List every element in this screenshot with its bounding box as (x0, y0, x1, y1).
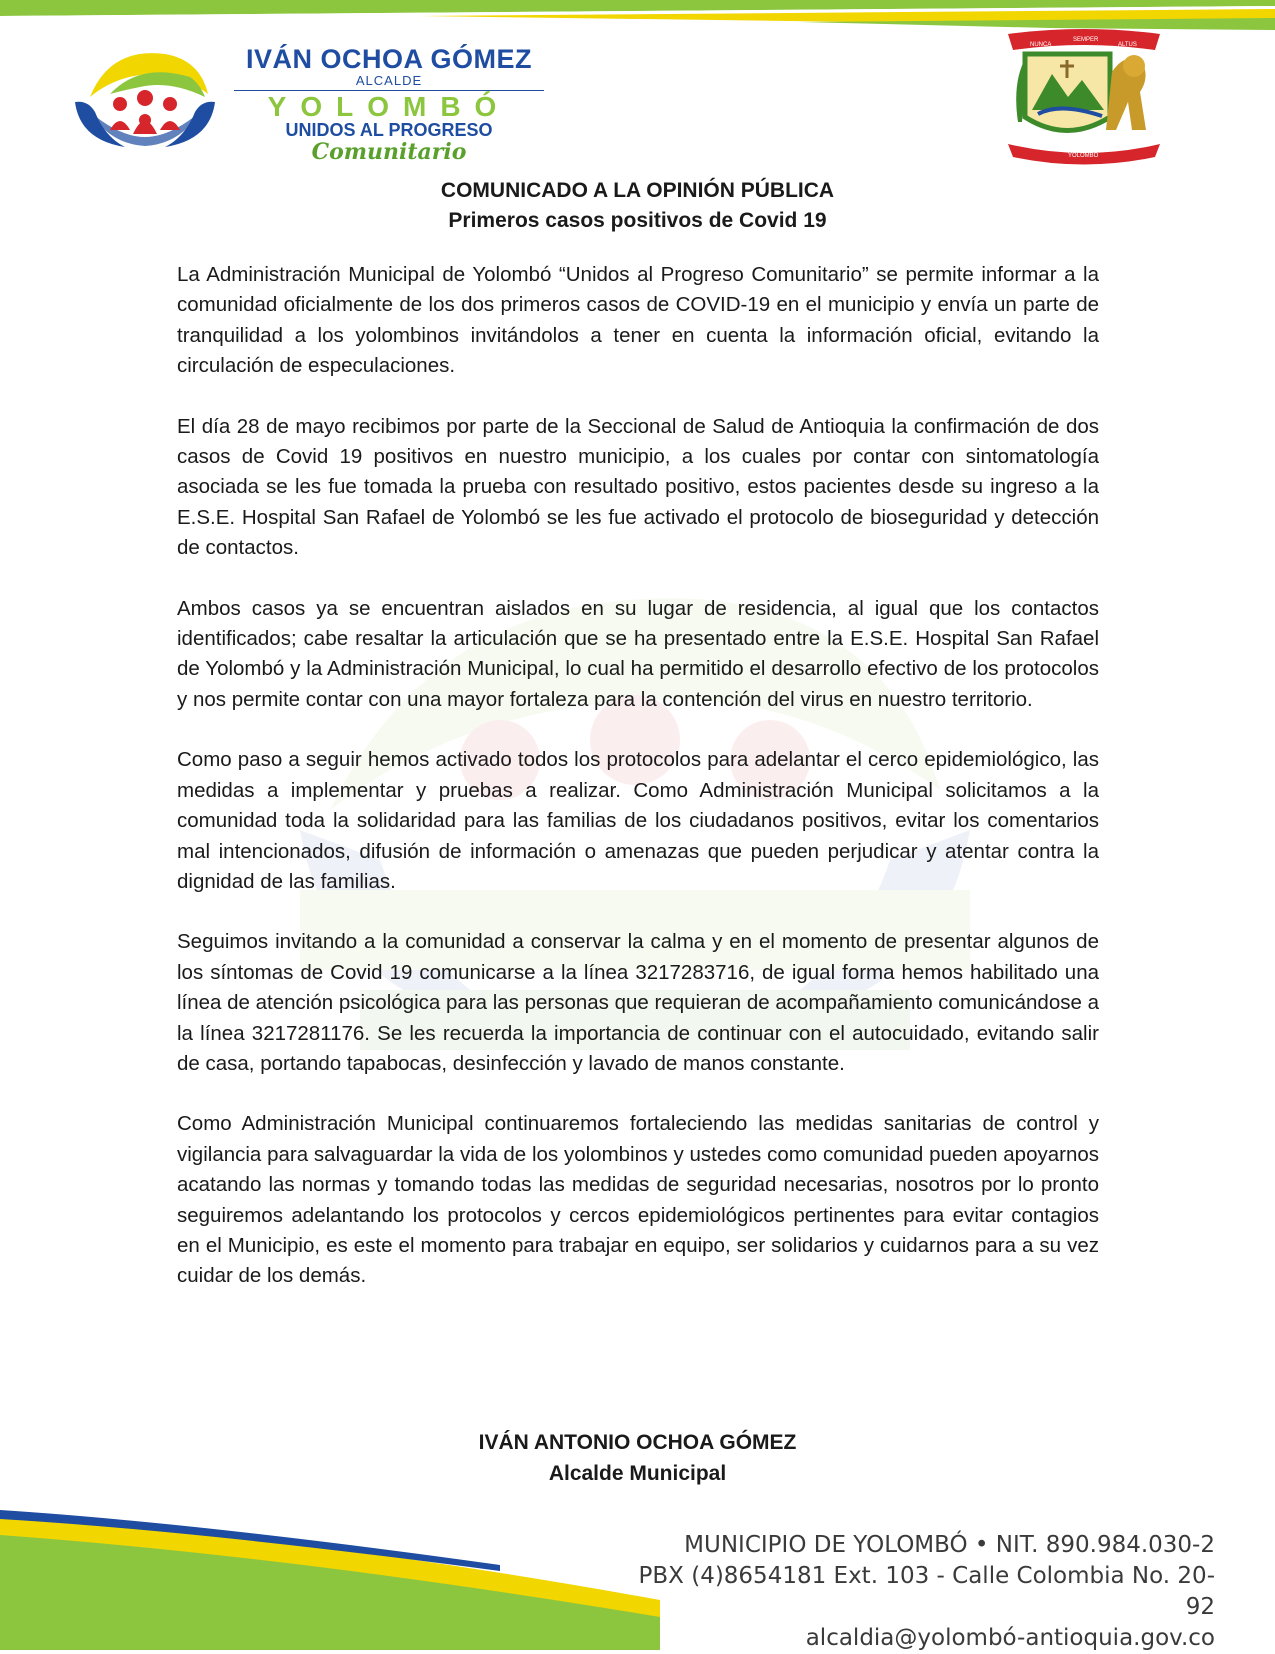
crest-banner-middle: SEMPER (1073, 37, 1099, 43)
body-paragraph-5: Seguimos invitando a la comunidad a conservar la calma y en el momento de presentar algunos de los síntomas de Covid 19 comunicarse a la línea 3217283716, de igual forma hemos habilitado una línea de atención psicológica para las personas que requieran de acompañamiento comunicándose a la línea 3217281176. Se les recuerda la importancia de continuar con el autocuidado, evitando salir de casa, portando tapabocas, desinfección y lavado de manos constante. (177, 930, 1099, 1075)
crest-banner-left: NUNCA (1030, 42, 1052, 48)
document-title: COMUNICADO A LA OPINIÓN PÚBLICA (440, 179, 835, 202)
footer-phone-address: PBX (4)8654181 Ext. 103 - Calle Colombia No. 20-92 (638, 1563, 1215, 1620)
signature-title: Alcalde Municipal (548, 1462, 727, 1485)
coat-of-arms-icon (1000, 22, 1168, 167)
logo-motto: UNIDOS AL PROGRESO (285, 120, 493, 140)
signature-name: IVÁN ANTONIO OCHOA GÓMEZ (478, 1431, 797, 1454)
logo-mayor-name: IVÁN OCHOA GÓMEZ (245, 44, 532, 74)
body-paragraph-3: Ambos casos ya se encuentran aislados en su lugar de residencia, al igual que los contactos identificados; cabe resaltar la articulación que se ha presentado entre la E.S.E. Hospital San Rafael de Yolombó y la Administración Municipal, lo cual ha permitido el desarrollo efectivo de los protocolos y nos permite contar con una mayor fortaleza para la contención del virus en nuestro territorio. (177, 596, 1099, 711)
document-subtitle: Primeros casos positivos de Covid 19 (448, 209, 827, 232)
hands-family-icon (70, 42, 220, 152)
document-body (177, 260, 1099, 1322)
body-paragraph-1: La Administración Municipal de Yolombó “Unidos al Progreso Comunitario” se permite informar a la comunidad oficialmente de los dos primeros casos de COVID-19 en el municipio y envía un parte de tranquilidad a los yolombinos invitándolos a tener en cuenta la información oficial, evitando la circulación de especulaciones. (177, 263, 1099, 378)
logo-tagline: Comunitario (311, 139, 467, 165)
body-paragraph-6: Como Administración Municipal continuaremos fortaleciendo las medidas sanitarias de control y vigilancia para salvaguardar la vida de los yolombinos y ustedes como comunidad pueden apoyarnos acatando las normas y tomando todas las medidas de seguridad necesarias, nosotros por lo pronto seguiremos adelantando los protocolos y cercos epidemiológicos pertinentes para evitar contagios en el Municipio, es este el momento para trabajar en equipo, ser solidarios y cuidarnos para a su vez cuidar de los demás. (177, 1112, 1099, 1288)
footer-email: alcaldia@yolombó-antioquia.gov.co (805, 1625, 1215, 1651)
crest-ribbon-text: YOLOMBÓ (1068, 153, 1099, 159)
signature-block (0, 1427, 1275, 1489)
crest-banner-right: ALTUS (1118, 42, 1137, 48)
footer-contact (615, 1530, 1215, 1654)
municipal-logo (70, 40, 550, 165)
logo-town-name: YOLOMBÓ (267, 91, 511, 122)
logo-mayor-role: ALCALDE (355, 73, 423, 88)
body-paragraph-2: El día 28 de mayo recibimos por parte de la Seccional de Salud de Antioquia la confirmación de dos casos de Covid 19 positivos en nuestro municipio, a los cuales por contar con sintomatología asociada se les fue tomada la prueba con resultado positivo, estos pacientes desde su ingreso a la E.S.E. Hospital San Rafael de Yolombó se les fue activado el protocolo de bioseguridad y detección de contactos. (177, 414, 1099, 560)
document-heading (0, 176, 1275, 236)
footer-municipality-nit: MUNICIPIO DE YOLOMBÓ • NIT. 890.984.030-2 (684, 1532, 1215, 1558)
body-paragraph-4: Como paso a seguir hemos activado todos los protocolos para adelantar el cerco epidemiológico, las medidas a implementar y pruebas a realizar. Como Administración Municipal solicitamos a la comunidad toda la solidaridad para las familias de los ciudadanos positivos, evitar los comentarios mal intencionados, difusión de información o amenazas que pueden perjudicar y atentar contra la dignidad de las familias. (177, 748, 1099, 893)
